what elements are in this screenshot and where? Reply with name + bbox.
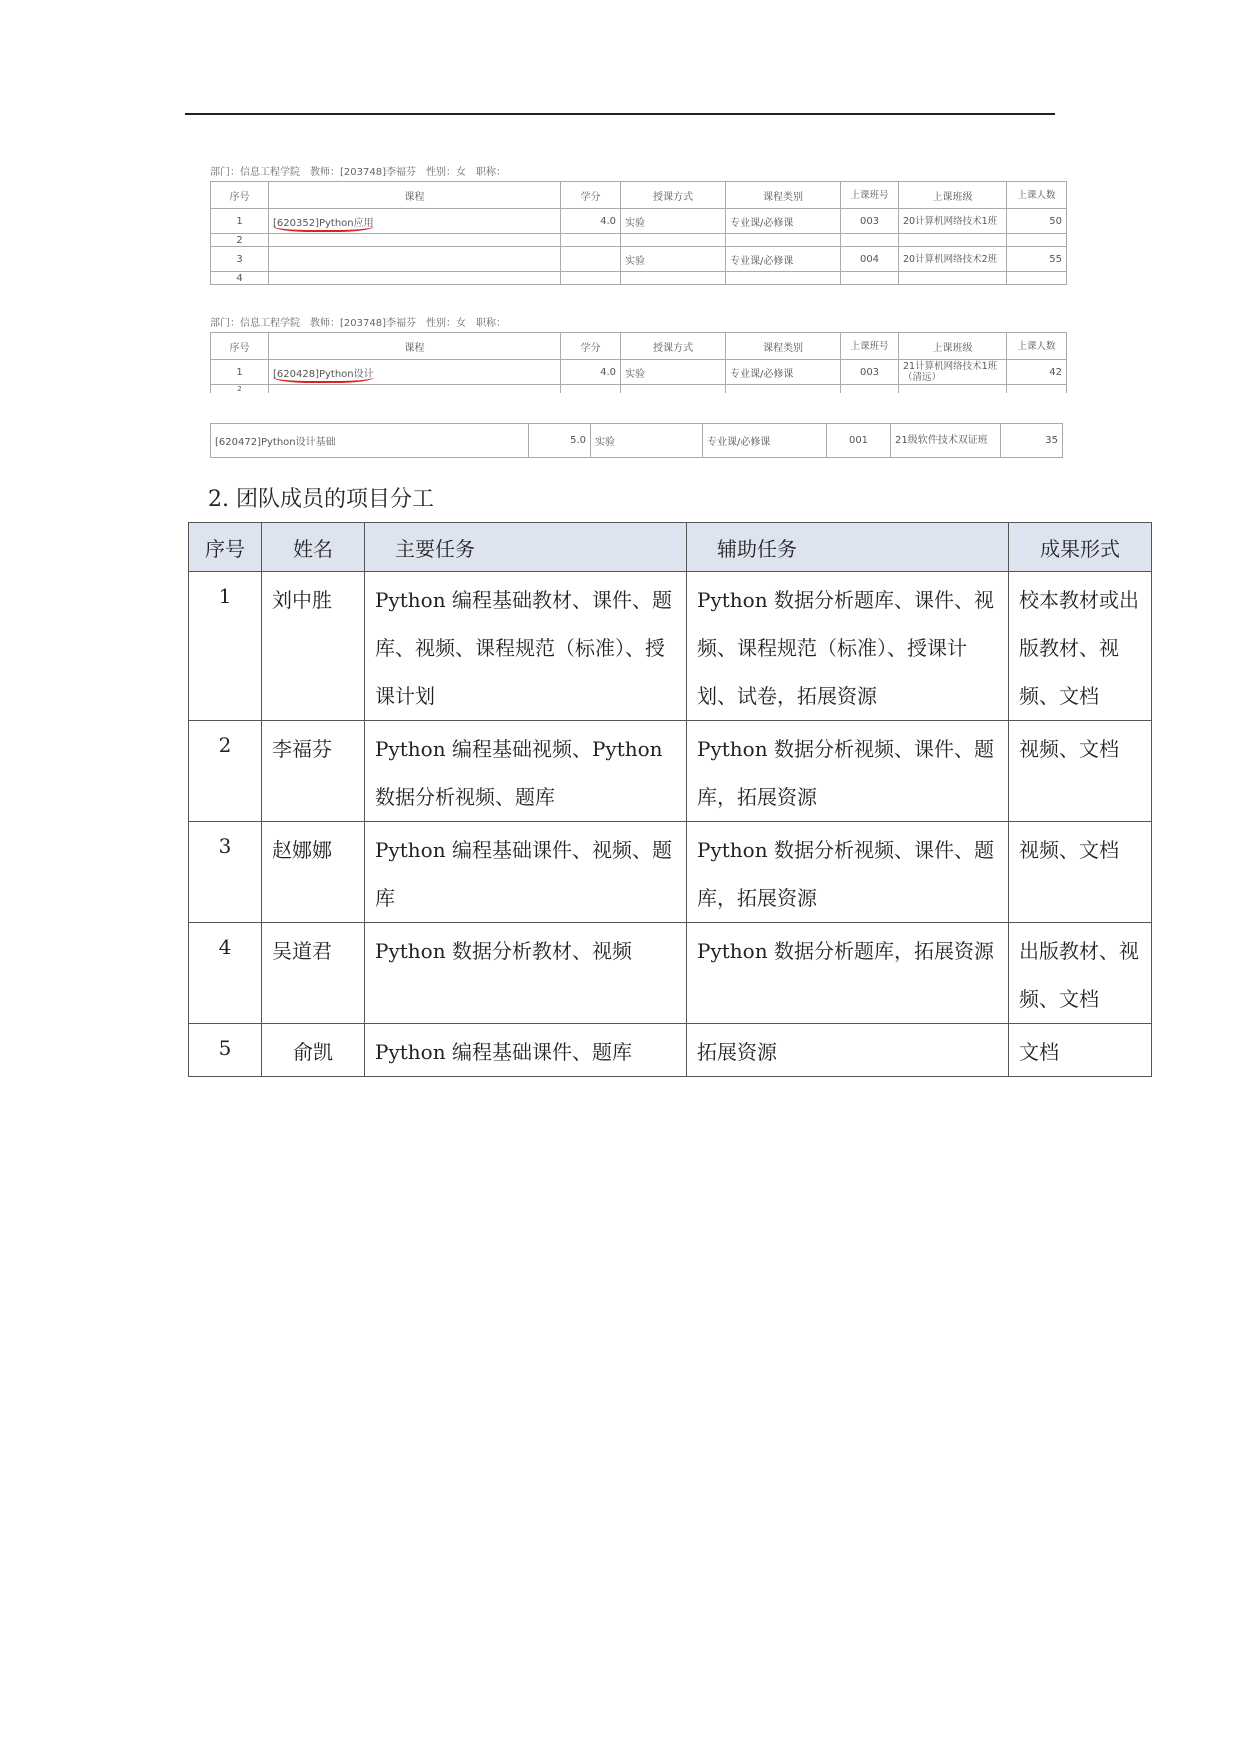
snapshot-meta: 部门：信息工程学院 教师：[203748]李福芬 性别：女 职称： <box>210 318 506 329</box>
table-row: [620472]Python设计基础 5.0 实验 专业课/必修课 001 21级软件技术双证班 35 <box>211 424 1063 458</box>
schedule-table <box>210 181 1067 285</box>
snapshot-meta: 部门：信息工程学院 教师：[203748]李福芬 性别：女 职称： <box>210 167 506 178</box>
table-row: 2 <box>211 234 1067 247</box>
header-num: 序号 <box>189 523 262 572</box>
schedule-table <box>210 332 1067 393</box>
table-row: 4 <box>211 272 1067 285</box>
table-row: 5 俞凯 Python 编程基础课件、题库 拓展资源 文档 <box>189 1024 1152 1077</box>
table-row: 3 赵娜娜 Python 编程基础课件、视频、题库 Python 数据分析视频、课件、题库，拓展资源 视频、文档 <box>189 822 1152 923</box>
table-header-row: 序号 课程 学分 授课方式 课程类别 上课班号 上课班级 上课人数 <box>211 182 1067 209</box>
table-row: 4 吴道君 Python 数据分析教材、视频 Python 数据分析题库，拓展资源 出版教材、视频、文档 <box>189 923 1152 1024</box>
header-aux: 辅助任务 <box>687 523 1009 572</box>
course-name: [620352]Python应用 <box>273 218 374 232</box>
header-rule <box>185 113 1055 115</box>
table-row: 1 刘中胜 Python 编程基础教材、课件、题库、视频、课程规范（标准）、授课计划 Python 数据分析题库、课件、视频、课程规范（标准）、授课计划、试卷，拓展资源 校本教材或出版教材、视频、文档 <box>189 572 1152 721</box>
header-name: 姓名 <box>262 523 365 572</box>
schedule-snapshot-2 <box>210 316 1067 393</box>
table-header-row: 序号 课程 学分 授课方式 课程类别 上课班号 上课班级 上课人数 <box>211 333 1067 360</box>
section-title: 2. 团队成员的项目分工 <box>208 487 434 512</box>
table-row: 2 <box>211 385 1067 394</box>
team-task-table <box>188 522 1152 1077</box>
table-row: 1 [620428]Python设计 4.0 实验 专业课/必修课 003 21计算机网络技术1班（清远） 42 <box>211 360 1067 385</box>
table-row: 2 李福芬 Python 编程基础视频、Python 数据分析视频、题库 Python 数据分析视频、课件、题库，拓展资源 视频、文档 <box>189 721 1152 822</box>
table-row: 1 [620352]Python应用 4.0 实验 专业课/必修课 003 20计算机网络技术1班 50 <box>211 209 1067 234</box>
table-row: 3 实验 专业课/必修课 004 20计算机网络技术2班 55 <box>211 247 1067 272</box>
schedule-snapshot-1 <box>210 165 1067 285</box>
course-name: [620428]Python设计 <box>273 369 374 383</box>
table-header-row <box>189 523 1152 572</box>
header-main: 主要任务 <box>365 523 687 572</box>
header-result: 成果形式 <box>1009 523 1152 572</box>
schedule-snapshot-3 <box>210 423 1063 458</box>
schedule-table <box>210 423 1063 458</box>
